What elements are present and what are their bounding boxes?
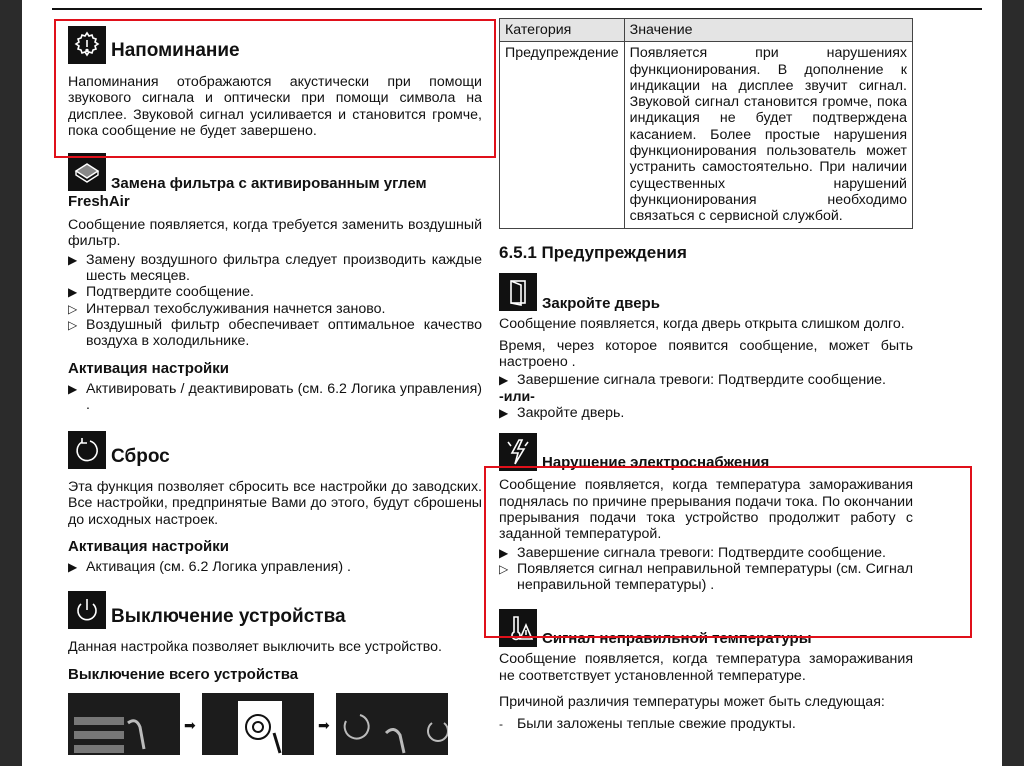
list-item: ▶ Завершение сигнала тревоги: Подтвердите сообщение. bbox=[499, 544, 886, 561]
shutdown-text: Данная настройка позволяет выключить все устройство. bbox=[68, 639, 442, 656]
power-failure-title: Нарушение электроснабжения bbox=[542, 453, 770, 471]
list-item: - Были заложены теплые свежие продукты. bbox=[499, 716, 796, 733]
wrong-temp-title: Сигнал неправильной температуры bbox=[542, 629, 812, 647]
list-item: ▶ Закройте дверь. bbox=[499, 405, 625, 422]
list-item: ▶ Активировать / деактивировать (см. 6.2 Логика управления) . bbox=[68, 380, 482, 413]
reset-icon bbox=[68, 431, 106, 469]
shutdown-subtitle: Выключение всего устройства bbox=[68, 665, 299, 683]
filter-title: Замена фильтра с активированным углем FreshAir bbox=[68, 175, 427, 211]
table-cell: Появляется при нарушениях функционирования. В дополнение к индикации на дисплее звучит сигнал. Звуковой сигнал становится громче, пока индикация не будет подтверждена касанием. Более простые нарушения функционирования пользователь может устранить самостоятельно. При наличии существенных нарушений функционирования необходимо связаться с сервисной службой. bbox=[624, 42, 912, 228]
wrong-temp-text: Сообщение появляется, когда температура замораживания не соответствует установленной температуре. bbox=[499, 651, 913, 684]
sequence-step-menu bbox=[68, 693, 180, 755]
table-header: Значение bbox=[624, 19, 912, 42]
door-steps bbox=[499, 372, 913, 388]
arrow-right-icon: ➡ bbox=[318, 716, 330, 733]
filter-subtitle: Активация настройки bbox=[68, 359, 230, 377]
reminder-text: Напоминания отображаются акустически при помощи звукового сигнала и оптически при помощи символа на дисплее. Звуковой сигнал усиливается и становится громче, пока сообщение не будет завершено. bbox=[68, 74, 482, 139]
reset-subtitle: Активация настройки bbox=[68, 538, 230, 556]
shutdown-sequence bbox=[68, 693, 482, 755]
settings-icon bbox=[202, 693, 314, 755]
document-page bbox=[22, 0, 1002, 766]
header-rule bbox=[52, 8, 982, 10]
highlight-power-failure bbox=[484, 466, 972, 638]
table-cell: Предупреждение bbox=[500, 42, 625, 228]
table-header: Категория bbox=[500, 19, 625, 42]
power-failure-text: Сообщение появляется, когда температура замораживания поднялась по причине прерывания подачи тока. По окончании прерывания подачи тока устройство продолжит работу с заданной температурой. bbox=[499, 477, 913, 543]
filter-text: Сообщение появляется, когда требуется заменить воздушный фильтр. bbox=[68, 217, 482, 250]
door-steps-alt bbox=[499, 405, 913, 421]
reset-activation-steps bbox=[68, 559, 482, 575]
highlight-reminder bbox=[54, 19, 496, 158]
filter-heading bbox=[68, 153, 482, 211]
filter-activation-steps bbox=[68, 381, 482, 414]
power-icon bbox=[68, 591, 106, 629]
reset-title: Сброс bbox=[111, 446, 170, 468]
wrong-temp-text-2: Причиной различия температуры может быть следующая: bbox=[499, 694, 885, 711]
shutdown-title: Выключение устройства bbox=[111, 606, 346, 628]
arrow-right-icon: ➡ bbox=[184, 716, 196, 733]
door-text-2: Время, через которое появится сообщение, может быть настроено . bbox=[499, 337, 913, 371]
or-separator: -или- bbox=[499, 388, 535, 405]
list-item: ▶ Замену воздушного фильтра следует производить каждые шесть месяцев. bbox=[68, 251, 482, 285]
sequence-step-settings bbox=[202, 693, 314, 755]
shutdown-heading bbox=[68, 591, 482, 629]
power-swipe-icon bbox=[336, 693, 448, 755]
list-item: ▷ Воздушный фильтр обеспечивает оптимальное качество воздуха в холодильнике. bbox=[68, 316, 482, 350]
list-item: ▶ Подтвердите сообщение. bbox=[68, 284, 254, 301]
menu-swipe-icon bbox=[68, 693, 180, 755]
door-icon bbox=[499, 273, 537, 311]
sequence-step-power bbox=[336, 693, 448, 755]
reset-text: Эта функция позволяет сбросить все настройки до заводских. Все настройки, предпринятые Вами до этого, будут сброшены до исходных настроек. bbox=[68, 479, 482, 528]
door-heading bbox=[499, 273, 913, 312]
filter-steps bbox=[68, 252, 482, 350]
list-item: ▷ Интервал техобслуживания начнется заново. bbox=[68, 300, 386, 317]
section-title: 6.5.1 Предупреждения bbox=[499, 242, 687, 262]
category-table bbox=[499, 18, 913, 229]
list-item: ▶ Завершение сигнала тревоги: Подтвердите сообщение. bbox=[499, 372, 886, 389]
list-item: ▷ Появляется сигнал неправильной температуры (см. Сигнал неправильной температуры) . bbox=[499, 560, 913, 594]
filter-icon bbox=[68, 153, 106, 191]
table-row bbox=[500, 42, 913, 228]
reset-heading bbox=[68, 431, 482, 469]
reminder-title: Напоминание bbox=[111, 40, 240, 61]
wrong-temp-causes bbox=[499, 716, 913, 732]
door-text: Сообщение появляется, когда дверь открыта слишком долго. bbox=[499, 315, 905, 332]
list-item: ▶ Активация (см. 6.2 Логика управления) . bbox=[68, 559, 351, 576]
door-title: Закройте дверь bbox=[542, 294, 660, 312]
